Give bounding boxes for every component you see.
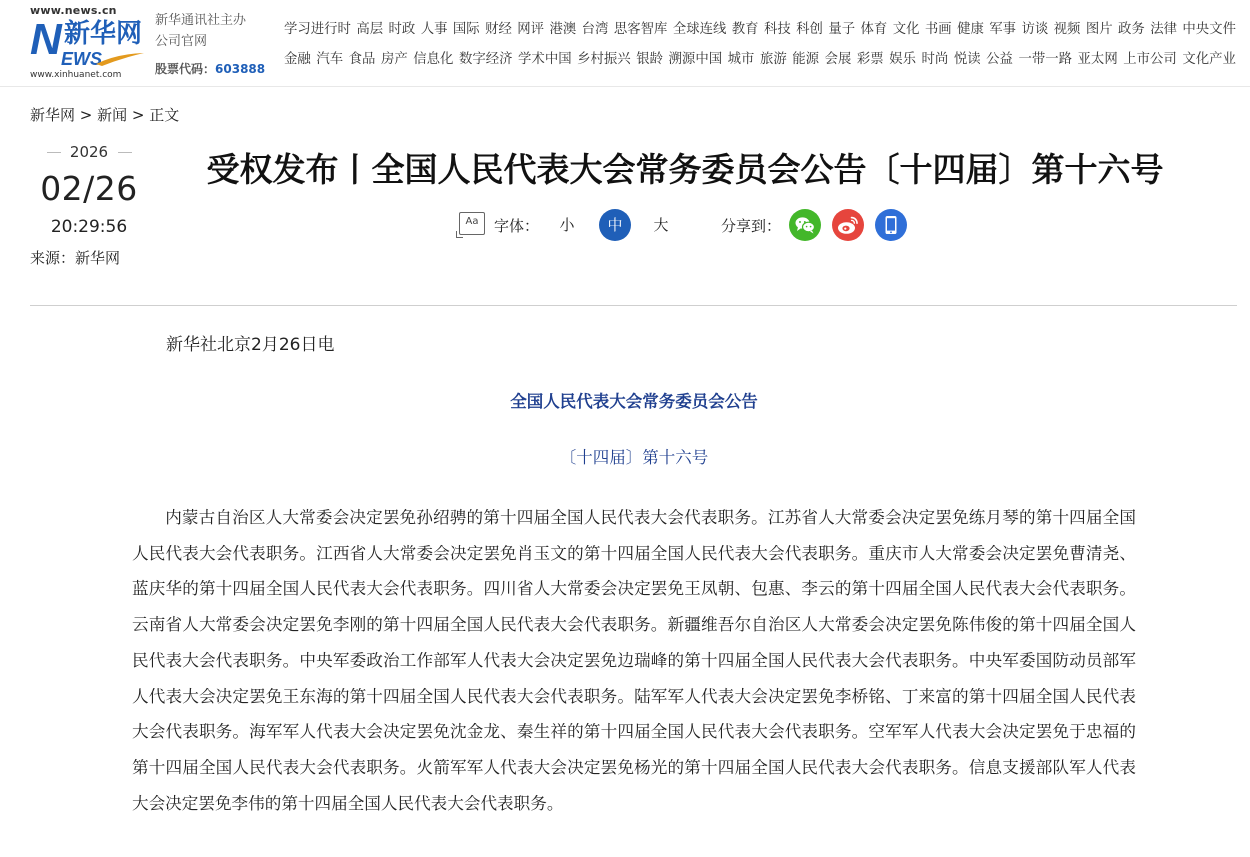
publish-year-row (30, 140, 148, 164)
stock-code-value: 603888 (215, 62, 266, 76)
article-dateline: 新华社北京2月26日电 (166, 335, 335, 355)
nav-link[interactable]: 汽车 (316, 52, 344, 67)
logo-letters-ews: EWS (61, 49, 103, 69)
nav-link[interactable]: 悦读 (953, 52, 981, 67)
nav-link[interactable]: 乡村振兴 (577, 52, 631, 67)
logo-url-bottom: www.xinhuanet.com (30, 70, 122, 80)
xinhuanet-logo[interactable] (30, 4, 148, 82)
publish-time: 20:29:56 (50, 217, 128, 237)
nav-link[interactable]: 食品 (348, 52, 376, 67)
nav-link[interactable]: 娱乐 (889, 52, 916, 67)
breadcrumb-separator: > (75, 106, 98, 124)
publish-year: 2026 (69, 143, 109, 161)
share-weibo-button[interactable] (832, 209, 864, 241)
article-source: 来源：新华网 (30, 249, 121, 267)
nav-link[interactable]: 时政 (388, 22, 416, 37)
channel-nav (284, 20, 1236, 80)
article-body-paragraph: 内蒙古自治区人大常委会决定罢免孙绍骋的第十四届全国人民代表大会代表职务。江苏省人大常委会决定罢免练月琴的第十四届全国人民代表大会代表职务。江西省人大常委会决定罢免肖玉文的第十四届全国人民代表大会代表职务。重庆市人大常委会决定罢免曹清尧、蓝庆华的第十四届全国人民代表大会代表职务。四川省人大常委会决定罢免王凤朝、包惠、李云的第十四届全国人民代表大会代表职务。云南省人大常委会决定罢免李刚的第十四届全国人民代表大会代表职务。新疆维吾尔自治区人大常委会决定罢免陈伟俊的第十四届全国人民代表大会代表职务。中央军委政治工作部军人代表大会决定罢免边瑞峰的第十四届全国人民代表大会代表职务。中央军委国防动员部军人代表大会决定罢免王东海的第十四届全国人民代表大会代表职务。陆军军人代表大会决定罢免李桥铭、丁来富的第十四届全国人民代表大会代表职务。海军军人代表大会决定罢免沈金龙、秦生祥的第十四届全国人民代表大会代表职务。空军军人代表大会决定罢免于忠福的第十四届全国人民代表大会代表职务。火箭军军人代表大会决定罢免杨光的第十四届全国人民代表大会代表职务。信息支援部队军人代表大会决定罢免李伟的第十四届全国人民代表大会代表职务。 (132, 508, 1136, 813)
publish-month-day: 02/26 (40, 169, 138, 208)
nav-link[interactable]: 溯源中国 (668, 52, 723, 67)
publish-date-block (30, 140, 148, 268)
notice-heading: 全国人民代表大会常务委员会公告 (510, 392, 758, 411)
nav-link[interactable]: 学术中国 (518, 52, 572, 67)
nav-link[interactable]: 高层 (356, 22, 384, 37)
share-mobile-button[interactable] (875, 209, 907, 241)
nav-link[interactable]: 旅游 (759, 52, 787, 67)
nav-link[interactable]: 文化产业 (1182, 52, 1236, 67)
nav-link[interactable]: 银龄 (636, 52, 664, 67)
year-dash-left (47, 152, 61, 153)
nav-link[interactable]: 法律 (1150, 22, 1178, 37)
nav-link[interactable]: 上市公司 (1123, 52, 1177, 67)
nav-link[interactable]: 人事 (420, 22, 448, 37)
nav-link[interactable]: 会展 (824, 52, 852, 67)
breadcrumb-current: 正文 (149, 106, 180, 124)
sponsor-info (155, 10, 246, 52)
nav-link[interactable]: 中央文件 (1182, 22, 1236, 37)
weibo-icon (832, 209, 864, 241)
nav-link[interactable]: 能源 (792, 52, 820, 67)
channel-nav-row-1 (284, 20, 1236, 50)
nav-link[interactable]: 房产 (380, 52, 408, 67)
nav-link[interactable]: 数字经济 (458, 52, 513, 67)
logo-swoosh-icon (96, 52, 144, 66)
nav-link[interactable]: 访谈 (1021, 22, 1049, 37)
nav-link[interactable]: 财经 (485, 22, 512, 37)
nav-link[interactable]: 图片 (1085, 22, 1113, 37)
stock-code (155, 60, 265, 77)
nav-link[interactable]: 学习进行时 (284, 22, 351, 37)
nav-link[interactable]: 城市 (727, 52, 755, 67)
sponsor-line-1: 新华通讯社主办 (155, 13, 247, 28)
nav-link[interactable]: 国际 (452, 22, 480, 37)
nav-link[interactable]: 军事 (989, 22, 1017, 37)
logo-letter-n: N (30, 15, 62, 64)
font-size-label: 字体： (494, 217, 540, 235)
nav-link[interactable]: 彩票 (856, 52, 884, 67)
wechat-icon (789, 209, 821, 241)
mobile-icon (875, 209, 907, 241)
nav-link[interactable]: 政务 (1118, 22, 1145, 37)
nav-link[interactable]: 台湾 (581, 22, 609, 37)
nav-link[interactable]: 全球连线 (672, 22, 727, 37)
nav-link[interactable]: 教育 (731, 22, 759, 37)
breadcrumb (30, 104, 179, 125)
nav-link[interactable]: 视频 (1053, 22, 1081, 37)
site-header (0, 0, 1250, 86)
breadcrumb-news[interactable]: 新闻 (97, 106, 128, 124)
nav-link[interactable]: 时尚 (921, 52, 949, 67)
logo-chinese-name: 新华网 (64, 19, 143, 49)
font-size-large-button[interactable]: 大 (653, 216, 669, 234)
nav-link[interactable]: 健康 (957, 22, 984, 37)
nav-link[interactable]: 科技 (763, 22, 791, 37)
nav-link[interactable]: 书画 (924, 22, 952, 37)
font-size-icon: Aa (459, 212, 485, 235)
header-divider (0, 86, 1250, 87)
breadcrumb-separator: > (127, 106, 150, 124)
font-size-medium-button[interactable]: 中 (599, 209, 631, 241)
share-wechat-button[interactable] (789, 209, 821, 241)
nav-link[interactable]: 一带一路 (1018, 52, 1073, 67)
channel-nav-row-2 (284, 50, 1236, 80)
share-label: 分享到： (721, 217, 782, 235)
nav-link[interactable]: 网评 (517, 22, 545, 37)
logo-url-top: www.news.cn (30, 4, 117, 17)
nav-link[interactable]: 金融 (284, 52, 311, 67)
year-dash-right (118, 152, 132, 153)
notice-number: 〔十四届〕第十六号 (559, 448, 709, 467)
breadcrumb-home[interactable]: 新华网 (30, 106, 76, 124)
nav-link[interactable]: 思客智库 (613, 22, 668, 37)
stock-code-label: 股票代码： (155, 62, 216, 76)
nav-link[interactable]: 公益 (986, 52, 1013, 67)
nav-link[interactable]: 信息化 (413, 52, 454, 67)
font-size-small-button[interactable]: 小 (559, 216, 575, 234)
content-divider (30, 305, 1237, 306)
nav-link[interactable]: 量子 (828, 22, 856, 37)
nav-link[interactable]: 亚太网 (1077, 52, 1118, 67)
sponsor-line-2[interactable]: 公司官网 (155, 34, 208, 49)
article-title: 受权发布丨全国人民代表大会常务委员会公告〔十四届〕第十六号 (206, 150, 1164, 189)
nav-link[interactable]: 科创 (796, 22, 823, 37)
nav-link[interactable]: 体育 (860, 22, 888, 37)
nav-link[interactable]: 文化 (892, 22, 920, 37)
nav-link[interactable]: 港澳 (549, 22, 577, 37)
